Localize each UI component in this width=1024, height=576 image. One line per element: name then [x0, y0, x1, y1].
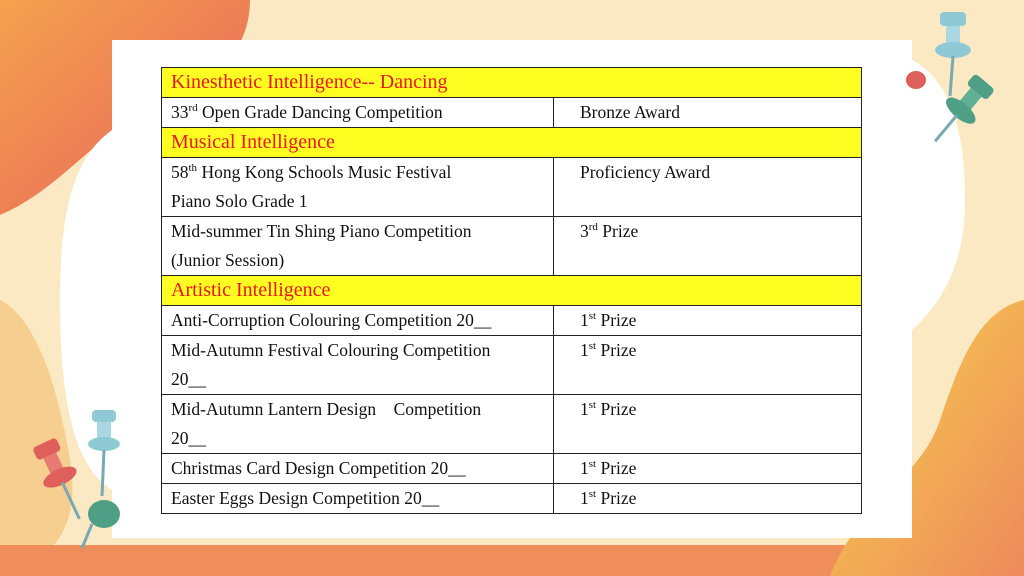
award-text: Prize: [596, 340, 637, 360]
competition-cell: [162, 158, 554, 217]
competition-name-text: Open Grade Dancing Competition: [197, 102, 443, 122]
section-header-row: [162, 68, 862, 98]
competition-name: [171, 454, 544, 483]
table-row: [162, 98, 862, 128]
competition-name-text: 58: [171, 162, 189, 182]
award-cell: [554, 454, 862, 484]
competition-cell: [162, 217, 554, 276]
competition-cell: [162, 484, 554, 514]
competition-name: [171, 395, 544, 424]
competition-name-text: Hong Kong Schools Music Festival: [197, 162, 452, 182]
award-ordinal-suffix: rd: [588, 221, 598, 234]
competition-name-text: Mid-Autumn Lantern Design Competition: [171, 399, 482, 419]
award-cell: [554, 98, 862, 128]
table-row: [162, 217, 862, 276]
competition-name-line2: 20__: [171, 428, 206, 448]
award-text: Prize: [596, 310, 637, 330]
competition-name-line2: 20__: [171, 369, 206, 389]
competition-name-line2: (Junior Session): [171, 250, 285, 270]
table-row: [162, 454, 862, 484]
competition-name-text: Easter Eggs Design Competition 20__: [171, 488, 440, 508]
award-cell: [554, 306, 862, 336]
section-header-row: [162, 128, 862, 158]
table-row: [162, 484, 862, 514]
competition-name: [171, 98, 544, 127]
award-text: Prize: [596, 488, 637, 508]
table-row: [162, 158, 862, 217]
competition-cell: [162, 306, 554, 336]
award-cell: [554, 484, 862, 514]
section-title: Artistic Intelligence: [162, 276, 862, 306]
table-row: [162, 336, 862, 395]
award-text: 1: [580, 340, 589, 360]
competition-name: [171, 336, 544, 365]
award-ordinal-suffix: st: [588, 340, 597, 353]
competition-name: [171, 217, 544, 246]
table-row: [162, 395, 862, 454]
award-text: 3: [580, 221, 589, 241]
award-ordinal-suffix: st: [588, 458, 597, 471]
award-text: 1: [580, 488, 589, 508]
competition-name-text: Christmas Card Design Competition 20__: [171, 458, 466, 478]
award-ordinal-suffix: st: [588, 310, 597, 323]
award-cell: [554, 217, 862, 276]
award-text: Prize: [596, 458, 637, 478]
competition-cell: [162, 395, 554, 454]
competition-name: [171, 158, 544, 187]
competition-name-text: Anti-Corruption Colouring Competition 20__: [171, 310, 492, 330]
competition-name-line2: Piano Solo Grade 1: [171, 191, 308, 211]
award-cell: [554, 336, 862, 395]
award-text: 1: [580, 399, 589, 419]
competition-name-text: Mid-summer Tin Shing Piano Competition: [171, 221, 472, 241]
competition-name-text: Mid-Autumn Festival Colouring Competition: [171, 340, 491, 360]
pushpin-teal-left-icon: [80, 498, 120, 558]
competition-cell: [162, 98, 554, 128]
award-text: Proficiency Award: [580, 162, 711, 182]
award-text: 1: [580, 310, 589, 330]
pushpin-red-icon: [906, 68, 936, 108]
award-ordinal-suffix: st: [588, 399, 597, 412]
awards-table: [161, 67, 862, 514]
award-text: Bronze Award: [580, 102, 680, 122]
competition-name-text: 33: [171, 102, 189, 122]
award-cell: [554, 158, 862, 217]
award-cell: [554, 395, 862, 454]
section-title: Musical Intelligence: [162, 128, 862, 158]
competition-cell: [162, 454, 554, 484]
award-text: 1: [580, 458, 589, 478]
ordinal-suffix: th: [188, 162, 198, 175]
competition-name: [171, 484, 544, 513]
section-title: Kinesthetic Intelligence-- Dancing: [162, 68, 862, 98]
competition-name: [171, 306, 544, 335]
awards-table-body: [162, 68, 862, 514]
competition-cell: [162, 336, 554, 395]
table-row: [162, 306, 862, 336]
award-ordinal-suffix: st: [588, 488, 597, 501]
ordinal-suffix: rd: [188, 102, 198, 115]
award-text: Prize: [597, 221, 639, 241]
award-text: Prize: [596, 399, 637, 419]
section-header-row: [162, 276, 862, 306]
